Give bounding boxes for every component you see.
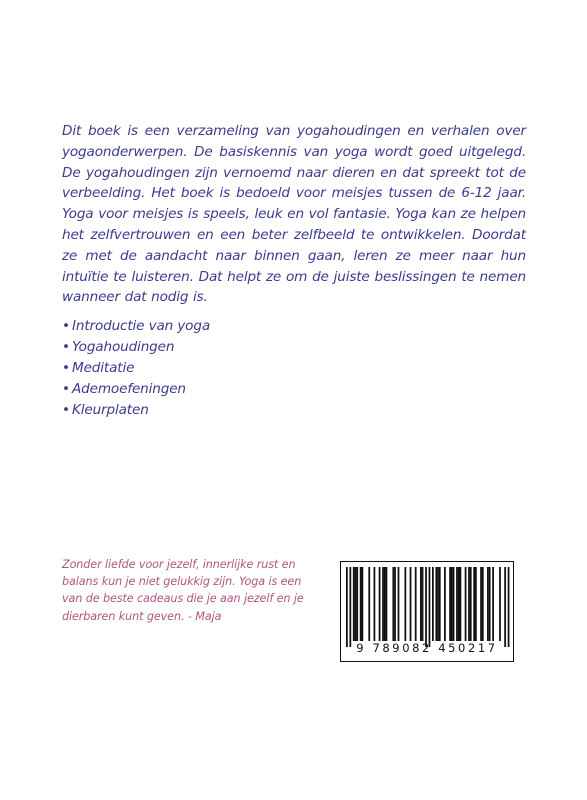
barcode-bar <box>468 567 470 641</box>
barcode-bar <box>444 567 446 641</box>
bullet-icon: • <box>62 380 70 397</box>
barcode-bar <box>449 567 451 641</box>
feature-label: Yogahoudingen <box>72 338 175 355</box>
barcode-bar <box>482 567 484 641</box>
barcode-bar <box>360 567 362 641</box>
barcode-bar <box>465 567 467 641</box>
barcode-bar <box>492 567 494 641</box>
barcode-bar <box>355 567 357 641</box>
barcode-bar <box>499 567 501 641</box>
feature-item <box>62 337 210 358</box>
barcode-bar <box>398 567 400 641</box>
barcode-bar <box>420 567 422 641</box>
barcode-bar <box>504 567 506 647</box>
bullet-icon: • <box>62 401 70 418</box>
barcode-bar <box>487 567 489 641</box>
barcode-bar <box>473 567 475 641</box>
bullet-icon: • <box>62 359 70 376</box>
barcode-bar <box>379 567 381 641</box>
feature-item <box>62 358 210 379</box>
barcode-bar <box>439 567 441 641</box>
barcode-bar <box>437 567 439 641</box>
feature-label: Ademoefeningen <box>72 380 186 397</box>
feature-label: Kleurplaten <box>72 401 149 418</box>
author-quote: Zonder liefde voor jezelf, innerlijke rust en balans kun je niet gelukkig zijn. Yoga is een van de beste cadeaus die je aan jezelf en je dierbaren kunt geven. - Maja <box>62 558 304 623</box>
barcode-bar <box>475 567 477 641</box>
feature-label: Meditatie <box>72 359 135 376</box>
barcode-bar <box>480 567 482 641</box>
feature-list <box>62 316 210 421</box>
barcode-bar <box>425 567 427 647</box>
isbn-number: 9 789082 450217 <box>356 641 498 655</box>
feature-item <box>62 400 210 421</box>
barcode-bar <box>415 567 417 641</box>
barcode-bar <box>356 567 358 641</box>
barcode <box>340 561 514 662</box>
barcode-bar <box>422 567 424 641</box>
feature-item <box>62 316 210 337</box>
book-description: Dit boek is een verzameling van yogahoudingen en verhalen over yogaonderwerpen. De basiskennis van yoga wordt goed uitgelegd. De yogahoudingen zijn vernoemd naar dieren en dat spreekt tot de verbeelding. Het boek is bedoeld voor meisjes tussen de 6-12 jaar. Yoga voor meisjes is speels, leuk en vol fantasie. Yoga kan ze helpen het zelfvertrouwen en een beter zelfbeeld te ontwikkelen. Doordat ze met de aandacht naar binnen gaan, leren ze meer naar hun intuïtie te luisteren. Dat helpt ze om de juiste beslissingen te nemen wanneer dat nodig is. <box>62 123 526 306</box>
barcode-bar <box>394 567 396 641</box>
barcode-bar <box>386 567 388 641</box>
barcode-bar <box>349 567 351 647</box>
barcode-bar <box>456 567 458 641</box>
feature-label: Introductie van yoga <box>72 318 211 334</box>
barcode-bar <box>374 567 376 641</box>
barcode-bar <box>410 567 412 641</box>
barcode-bar <box>489 567 491 641</box>
barcode-bar <box>453 567 455 641</box>
barcode-bar <box>470 567 472 641</box>
barcode-bar <box>353 567 355 641</box>
bullet-icon: • <box>62 318 70 334</box>
barcode-bar <box>432 567 434 641</box>
barcode-bar <box>429 567 431 647</box>
barcode-bar <box>384 567 386 641</box>
barcode-bar <box>460 567 462 641</box>
barcode-bar <box>458 567 460 641</box>
barcode-bar <box>508 567 510 647</box>
barcode-bar <box>392 567 394 641</box>
barcode-bar <box>368 567 370 641</box>
feature-item <box>62 379 210 400</box>
barcode-bar <box>451 567 453 641</box>
bullet-icon: • <box>62 338 70 355</box>
barcode-bar <box>382 567 384 641</box>
barcode-bar <box>346 567 348 647</box>
barcode-bar <box>404 567 406 641</box>
barcode-bar <box>435 567 437 641</box>
barcode-bar <box>361 567 363 641</box>
